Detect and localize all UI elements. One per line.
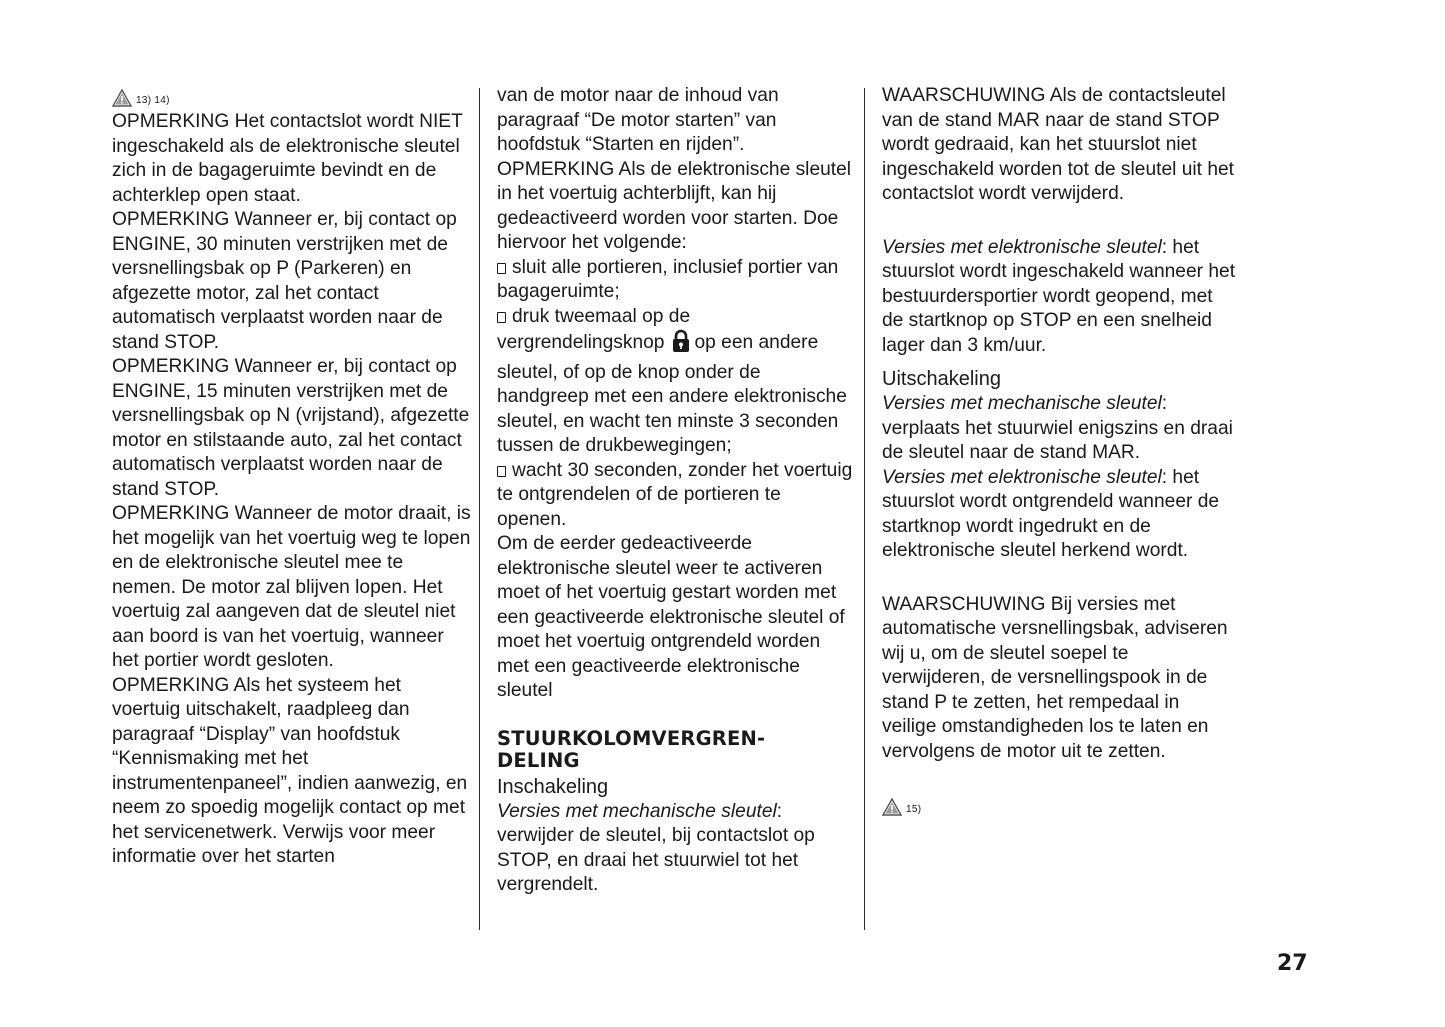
body-paragraph <box>882 392 1237 466</box>
checkbox-bullet-icon <box>497 312 506 323</box>
body-text: : verwijder de sleutel, bij contactslot op STOP, en draai het stuurwiel tot het vergrendelt. <box>497 800 815 895</box>
note-paragraph: OPMERKING Als het systeem het voertuig uitschakelt, raadpleeg dan paragraaf “Display” van hoofdstuk “Kennismaking met het instrumentenpaneel”, indien aanwezig, en neem zo spoedig mogelijk contact op met het servicenetwerk. Verwijs voor meer informatie over het starten <box>112 674 468 867</box>
section-heading-line: STUURKOLOMVERGREN- <box>497 726 766 750</box>
list-item <box>497 459 853 533</box>
column-1 <box>112 84 472 870</box>
body-paragraph <box>882 236 1237 359</box>
subheading: Inschakeling <box>497 775 609 798</box>
note-paragraph: OPMERKING Het contactslot wordt NIET ingeschakeld als de elektronische sleutel zich in de bagageruimte bevindt en de achterklep open staat. <box>112 111 463 206</box>
body-text: : verplaats het stuurwiel enigszins en draai de sleutel naar de stand MAR. <box>882 393 1233 463</box>
italic-label: Versies met mechanische sleutel <box>882 393 1162 414</box>
warning-reference <box>112 86 472 110</box>
warning-paragraph: WAARSCHUWING Als de contactsleutel van de stand MAR naar de stand STOP wordt gedraaid, kan het stuurslot niet ingeschakeld worden tot de sleutel uit het contactslot wordt verwijderd. <box>882 85 1234 204</box>
italic-label: Versies met mechanische sleutel <box>497 800 777 822</box>
note-paragraph: OPMERKING Wanneer de motor draait, is het mogelijk van het voertuig weg te lopen en de elektronische sleutel mee te nemen. De motor zal blijven lopen. Het voertuig zal aangeven dat de sleutel niet aan boord is van het voertuig, wanneer het portier wordt gesloten. <box>112 503 471 671</box>
note-paragraph: OPMERKING Wanneer er, bij contact op ENGINE, 15 minuten verstrijken met de versnellingsbak op N (vrijstand), afgezette motor en stilstaande auto, zal het contact automatisch verplaatst worden naar de stand STOP. <box>112 356 470 500</box>
body-paragraph <box>497 800 853 898</box>
body-paragraph: Om de eerder gedeactiveerde elektronische sleutel weer te activeren moet of het voertuig gestart worden met een geactiveerde elektronische sleutel of moet het voertuig ontgrendeld worden met een geactiveerde elektronische sleutel <box>497 533 845 701</box>
note-paragraph: OPMERKING Als de elektronische sleutel in het voertuig achterblijft, kan hij gedeactiveerd worden voor starten. Doe hiervoor het volgende: <box>497 158 852 253</box>
page-number: 27 <box>1277 951 1308 976</box>
list-item <box>497 256 853 305</box>
note-paragraph: OPMERKING Wanneer er, bij contact op ENGINE, 30 minuten verstrijken met de versnellingsbak op P (Parkeren) en afgezette motor, zal het contact automatisch verplaatst worden naar de stand STOP. <box>112 209 457 353</box>
checkbox-bullet-icon <box>497 263 506 274</box>
column-3 <box>882 84 1237 819</box>
body-paragraph: van de motor naar de inhoud van paragraaf “De motor starten” van hoofdstuk “Starten en rijden”. <box>497 85 779 155</box>
body-text: : het stuurslot wordt ingeschakeld wanneer het bestuurdersportier wordt geopend, met de startknop op STOP en een snelheid lager dan 3 km/uur. <box>882 236 1236 356</box>
warning-reference <box>882 795 1237 819</box>
column-2 <box>497 84 853 898</box>
section-heading-line: DELING <box>497 748 580 772</box>
checkbox-bullet-icon <box>497 466 506 477</box>
list-item <box>497 305 853 459</box>
list-item-text: sluit alle portieren, inclusief portier van bagageruimte; <box>497 256 839 302</box>
list-item-text: wacht 30 seconden, zonder het voertuig te ontgrendelen of de portieren te openen. <box>497 459 853 530</box>
column-divider <box>479 88 480 930</box>
warning-paragraph: WAARSCHUWING Bij versies met automatische versnellingsbak, adviseren wij u, om de sleutel soepel te verwijderen, de versnellingspook in de stand P te zetten, het rempedaal in veilige omstandigheden los te laten en vervolgens de motor uit te zetten. <box>882 593 1228 762</box>
warning-triangle-icon <box>882 798 902 816</box>
padlock-icon <box>672 329 690 361</box>
section-heading <box>497 728 853 772</box>
list-item-text: druk tweemaal op de vergrendelingsknop <box>497 305 691 353</box>
italic-label: Versies met elektronische sleutel <box>882 236 1162 258</box>
warning-ref-numbers: 13) 14) <box>136 94 170 106</box>
warning-triangle-icon <box>112 89 132 107</box>
column-divider <box>864 88 865 930</box>
subheading: Uitschakeling <box>882 368 1001 390</box>
body-paragraph <box>882 466 1237 564</box>
italic-label: Versies met elektronische sleutel <box>882 466 1162 488</box>
warning-ref-numbers: 15) <box>906 803 922 815</box>
list-item-text: op een andere sleutel, of op de knop onder de handgreep met een andere elektronische sleutel, en wacht ten minste 3 seconden tussen de drukbewegingen; <box>497 332 847 456</box>
body-text: : het stuurslot wordt ontgrendeld wanneer de startknop wordt ingedrukt en de elektronische sleutel herkend wordt. <box>882 466 1220 561</box>
